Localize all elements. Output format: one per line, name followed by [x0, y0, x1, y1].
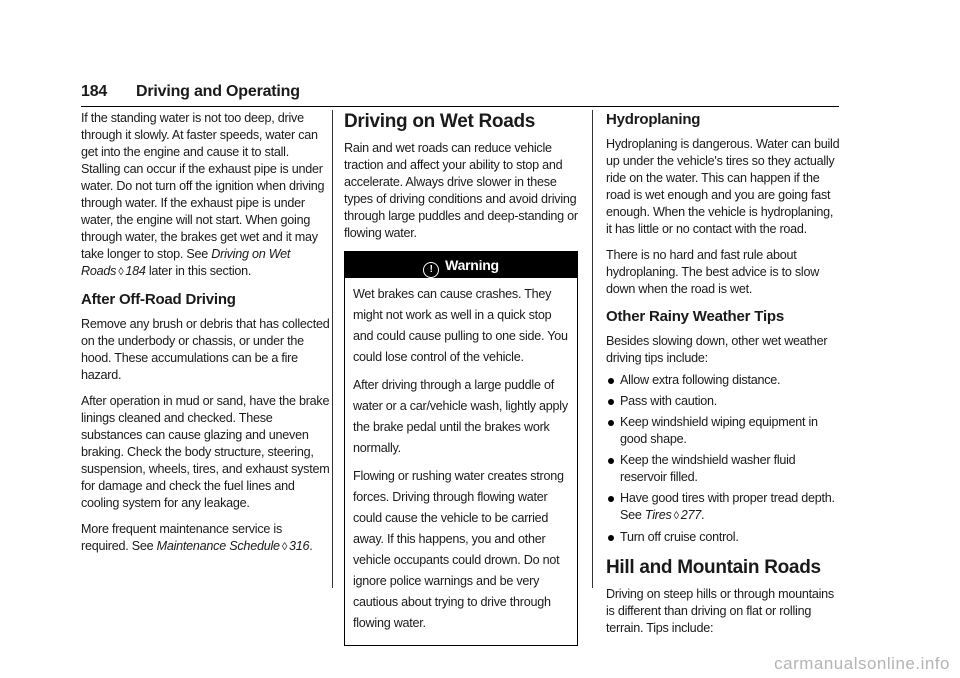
- warning-paragraph: After driving through a large puddle of water or a car/vehicle wash, lightly apply the brake pedal until the brakes work normally.: [353, 378, 568, 455]
- paragraph: Rain and wet roads can reduce vehicle traction and affect your ability to stop and accelerate. Always drive slower in these types of driving conditions and avoid driving through large puddles and deep-standing or flowing water.: [344, 141, 578, 240]
- xref-link-tires[interactable]: Tires ◊ 277: [644, 508, 701, 522]
- list-item: Keep the windshield washer fluid reservoir filled.: [606, 452, 840, 486]
- warning-icon: !: [423, 262, 439, 278]
- page-ref-icon: ◊: [673, 510, 679, 522]
- list-item: Have good tires with proper tread depth. See Tires ◊ 277.: [606, 490, 840, 525]
- paragraph: After operation in mud or sand, have the brake linings cleaned and checked. These substances can cause glazing and uneven braking. Check the body structure, steering, suspension, wheels, tires, and exhaust system for damage and check the fuel lines and cooling system for any leakage.: [81, 394, 330, 510]
- tips-list: [606, 372, 840, 546]
- list-item: Pass with caution.: [606, 393, 840, 410]
- paragraph: Driving on steep hills or through mountains is different than driving on flat or rolling terrain. Tips include:: [606, 587, 834, 635]
- heading-driving-on-wet-roads: Driving on Wet Roads: [344, 111, 536, 132]
- list-item: Keep windshield wiping equipment in good shape.: [606, 414, 840, 448]
- paragraph: Remove any brush or debris that has collected on the underbody or chassis, or under the hood. These accumulations can be a fire hazard.: [81, 317, 330, 382]
- heading-hydroplaning: Hydroplaning: [606, 111, 701, 128]
- warning-box: [344, 251, 578, 646]
- list-item: Allow extra following distance.: [606, 372, 840, 389]
- heading-hill-and-mountain-roads: Hill and Mountain Roads: [606, 557, 821, 578]
- paragraph: Besides slowing down, other wet weather driving tips include:: [606, 334, 828, 365]
- list-item: Turn off cruise control.: [606, 529, 840, 546]
- column-middle: [344, 110, 580, 646]
- column-left: [81, 110, 331, 565]
- heading-other-rainy-weather-tips: Other Rainy Weather Tips: [606, 308, 785, 325]
- paragraph: More frequent maintenance service is required. See Maintenance Schedule ◊ 316.: [81, 522, 313, 553]
- watermark: carmanualsonline.info: [774, 654, 950, 673]
- page-ref-icon: ◊: [118, 266, 124, 278]
- column-right: [606, 110, 840, 646]
- warning-paragraph: Wet brakes can cause crashes. They might not work as well in a quick stop and could cause pulling to one side. You could lose control of the vehicle.: [353, 287, 568, 364]
- column-divider: [592, 110, 593, 588]
- column-divider: [332, 110, 333, 588]
- paragraph: Hydroplaning is dangerous. Water can build up under the vehicle's tires so they actually ride on the water. This can happen if the road is wet enough and you are going fast enough. When the vehicle is hydroplaning, it has little or no contact with the road.: [606, 137, 840, 236]
- warning-title: Warning: [445, 257, 499, 273]
- page-header: [81, 80, 839, 107]
- xref-link-maintenance-schedule[interactable]: Maintenance Schedule ◊ 316: [156, 539, 310, 553]
- paragraph: There is no hard and fast rule about hydroplaning. The best advice is to slow down when the road is wet.: [606, 248, 820, 296]
- xref-link-driving-on-wet-roads[interactable]: Driving on Wet Roads ◊ 184: [81, 247, 291, 278]
- warning-paragraph: Flowing or rushing water creates strong forces. Driving through flowing water could cause the vehicle to be carried away. If this happens, you and other vehicle occupants could drown. Do not ignore police warnings and be very cautious about trying to drive through flowing water.: [353, 469, 564, 630]
- page-number: 184: [81, 83, 108, 100]
- warning-body: [345, 278, 577, 645]
- heading-after-off-road: After Off-Road Driving: [81, 291, 236, 308]
- page-ref-icon: ◊: [281, 541, 287, 553]
- warning-header: [345, 252, 577, 278]
- section-title: Driving and Operating: [136, 83, 300, 100]
- paragraph: If the standing water is not too deep, drive through it slowly. At faster speeds, water can get into the engine and cause it to stall. Stalling can occur if the exhaust pipe is under water. Do not turn off the ignition when driving through water. If the exhaust pipe is under water, the engine will not start. When going through water, the brakes get wet and it may take longer to stop. See Driving on Wet Roads ◊ 184 later in this section.: [81, 111, 325, 278]
